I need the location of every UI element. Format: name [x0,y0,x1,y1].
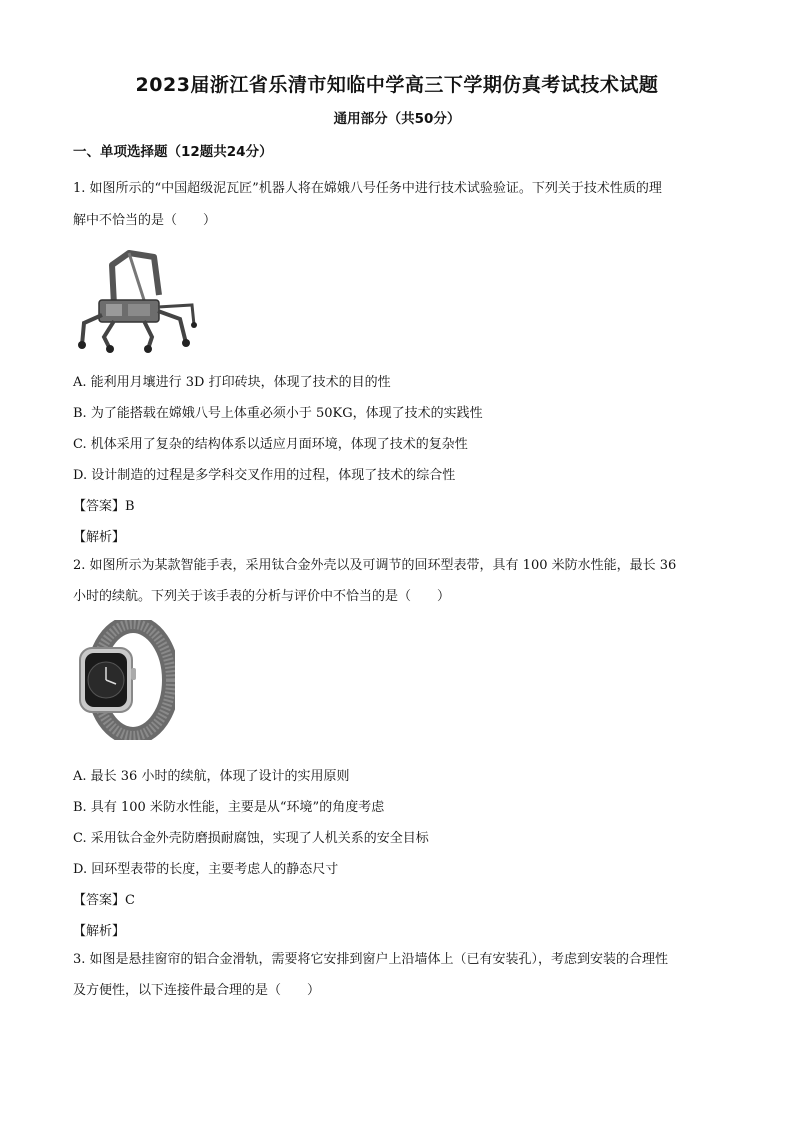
page-title: 2023届浙江省乐清市知临中学高三下学期仿真考试技术试题 [135,74,659,96]
q2-stem-line1: 2. 如图所示为某款智能手表，采用钛合金外壳以及可调节的回环型表带，具有 100 米防水性能，最长 36 [73,558,677,573]
q1-option-a: A. 能利用月壤进行 3D 打印砖块，体现了技术的目的性 [73,375,391,390]
q1-answer [73,495,135,514]
q2-answer [73,889,135,908]
q3-stem-line1: 3. 如图是悬挂窗帘的铝合金滑轨，需要将它安排到窗户上沿墙体上（已有安装孔），考虑到安装的合理性 [73,952,669,967]
q1-analysis-label: 【解析】 [73,530,126,545]
q2-stem-line2: 小时的续航。下列关于该手表的分析与评价中不恰当的是（ ） [73,589,451,604]
q1-stem-line2: 解中不恰当的是（ ） [73,213,217,228]
q2-analysis-label: 【解析】 [73,924,126,939]
q2-watch-image [75,620,175,740]
q3-stem-line2: 及方便性，以下连接件最合理的是（ ） [73,983,321,998]
q2-option-a: A. 最长 36 小时的续航，体现了设计的实用原则 [73,769,350,784]
q1-stem-line1: 1. 如图所示的“中国超级泥瓦匠”机器人将在嫦娥八号任务中进行技术试验验证。下列关于技术性质的理 [73,181,662,196]
q2-option-c: C. 采用钛合金外壳防磨损耐腐蚀，实现了人机关系的安全目标 [73,831,429,846]
q2-option-b: B. 具有 100 米防水性能，主要是从“环境”的角度考虑 [73,800,385,815]
section-heading: 一、单项选择题（12题共24分） [73,144,273,160]
q1-answer-label: 【答案】 [73,499,126,514]
q1-option-d: D. 设计制造的过程是多学科交叉作用的过程，体现了技术的综合性 [73,468,456,483]
page-subtitle: 通用部分（共50分） [333,111,461,127]
q1-option-b: B. 为了能搭载在嫦娥八号上体重必须小于 50KG，体现了技术的实践性 [73,406,483,421]
q1-robot-image [74,245,199,353]
q2-option-d: D. 回环型表带的长度，主要考虑人的静态尺寸 [73,862,339,877]
q1-answer-value: B [125,499,135,514]
q1-option-c: C. 机体采用了复杂的结构体系以适应月面环境，体现了技术的复杂性 [73,437,468,452]
q2-answer-label: 【答案】 [73,893,126,908]
q2-answer-value: C [125,893,135,908]
